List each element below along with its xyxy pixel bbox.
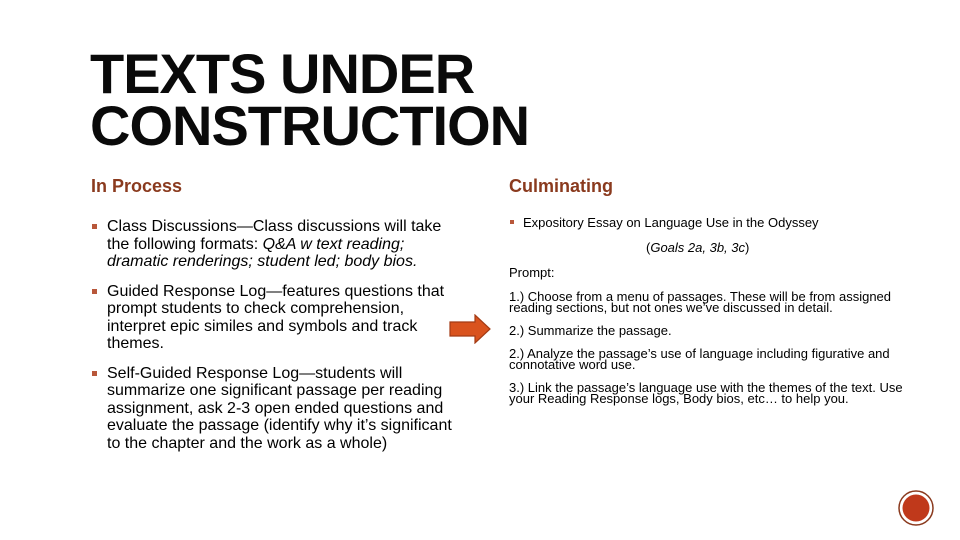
culminating-content	[509, 216, 909, 404]
goals-text: Goals 2a, 3b, 3c	[650, 240, 746, 255]
culminating-heading: Culminating	[509, 176, 613, 196]
prompt-label: Prompt:	[509, 265, 555, 280]
prompt-step-1: 1.) Choose from a menu of passages. These will be from assigned reading sections, but not ones we’ve discussed in detail.	[509, 289, 892, 315]
prompt-step-2: 2.) Summarize the passage.	[509, 323, 672, 338]
essay-bullet	[509, 216, 909, 229]
list-item-guided-response-log	[91, 283, 461, 353]
slide-title: TEXTS UNDER CONSTRUCTION	[90, 42, 530, 157]
prompt-step-4: 3.) Link the passage’s language use with the themes of the text. Use your Reading Response logs, Body bios, etc… to help you.	[509, 380, 903, 406]
goals-open-paren: (	[646, 240, 651, 255]
square-bullet-icon	[92, 224, 97, 229]
goals-close-paren: )	[745, 240, 750, 255]
square-bullet-icon	[510, 220, 514, 224]
item-text: Guided Response Log—features questions that prompt students to check comprehension, interpret epic similes and symbols and track themes.	[107, 282, 445, 352]
list-item-self-guided-response-log	[91, 365, 461, 453]
item-text: Class Discussions—Class discussions will take the following formats:	[107, 218, 442, 253]
prompt-step-3: 2.) Analyze the passage’s use of language including figurative and connotative word use.	[509, 346, 890, 372]
item-italic-text: Q&A w text reading; dramatic renderings; student led; body bios.	[107, 235, 418, 270]
square-bullet-icon	[92, 371, 97, 376]
page-circle-icon	[898, 490, 934, 526]
item-text: Self-Guided Response Log—students will summarize one significant passage per reading assignment, ask 2-3 open ended questions and evaluate the passage (identify why it’s significant to the chapter and the work as a whole)	[107, 364, 452, 452]
right-arrow-icon	[449, 314, 491, 344]
in-process-list	[91, 218, 461, 464]
essay-title: Expository Essay on Language Use in the Odyssey	[523, 215, 819, 230]
goals-line	[509, 241, 909, 254]
list-item-class-discussions	[91, 218, 461, 271]
square-bullet-icon	[92, 289, 97, 294]
in-process-heading: In Process	[91, 176, 183, 196]
